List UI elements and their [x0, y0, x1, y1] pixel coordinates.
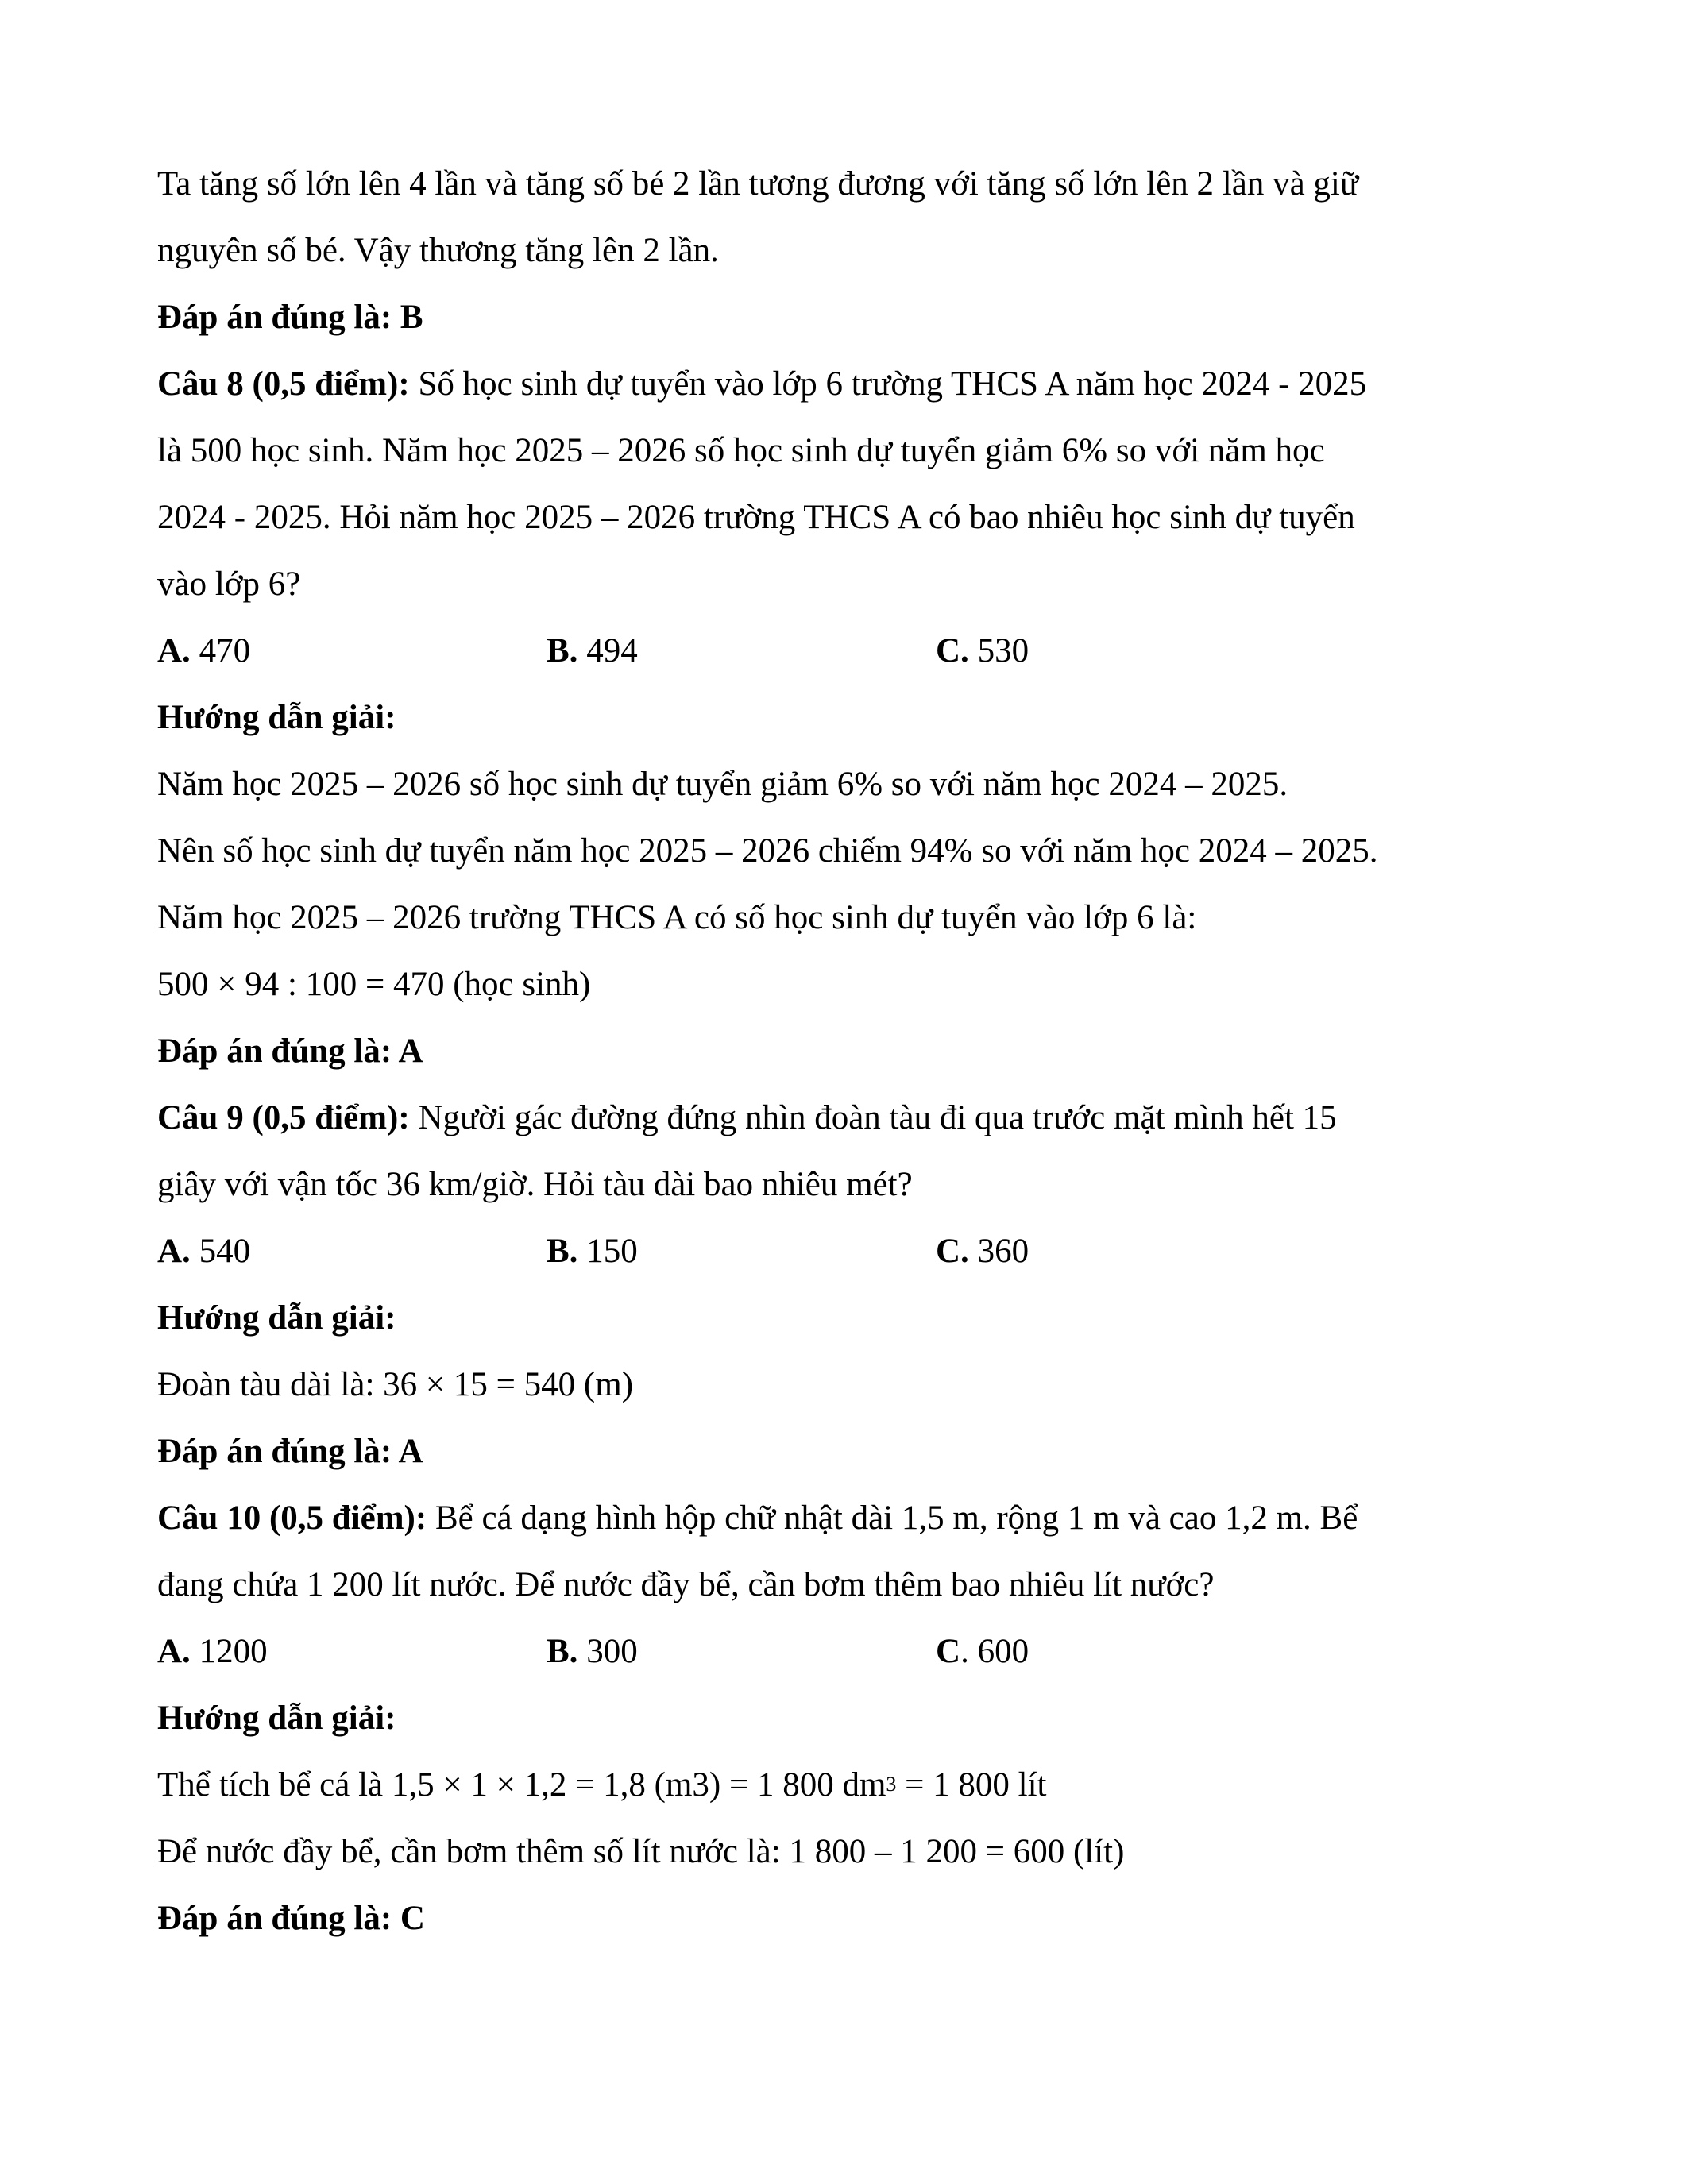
- option-c-value: 530: [968, 632, 1029, 669]
- question-10-guide: [157, 1685, 1555, 1752]
- question-10-label: Câu 10 (0,5 điểm):: [157, 1499, 427, 1537]
- question-8-guide: [157, 685, 1555, 751]
- option-a-key: A.: [157, 1633, 191, 1670]
- correct-answer: Đáp án đúng là: B: [157, 299, 423, 336]
- question-10-line-2: đang chứa 1 200 lít nước. Để nước đầy bể, cần bơm thêm bao nhiêu lít nước?: [157, 1566, 1215, 1603]
- question-10-solution-2: Để nước đầy bể, cần bơm thêm số lít nước là: 1 800 – 1 200 = 600 (lít): [157, 1833, 1125, 1870]
- intro-answer: [157, 284, 1555, 351]
- option-b-key: B.: [547, 632, 578, 669]
- question-8-solution-3: Năm học 2025 – 2026 trường THCS A có số học sinh dự tuyển vào lớp 6 là:: [157, 899, 1197, 936]
- correct-answer: Đáp án đúng là: C: [157, 1900, 425, 1937]
- question-8-solution-2: Nên số học sinh dự tuyển năm học 2025 – 2026 chiếm 94% so với năm học 2024 – 2025.: [157, 832, 1378, 870]
- question-10-line-1: [157, 1485, 1555, 1552]
- option-c-key: C.: [936, 632, 969, 669]
- correct-answer: Đáp án đúng là: A: [157, 1433, 423, 1470]
- option-c-key: C: [936, 1633, 961, 1670]
- question-8-options: [157, 618, 1555, 685]
- question-9-label: Câu 9 (0,5 điểm):: [157, 1099, 410, 1136]
- option-a-value: 540: [190, 1233, 251, 1270]
- option-a-value: 1200: [190, 1633, 268, 1670]
- question-9-line-1: [157, 1085, 1555, 1152]
- option-b: [547, 1619, 638, 1685]
- question-8-line-1: [157, 351, 1555, 418]
- option-b-key: B.: [547, 1233, 578, 1270]
- solution-text: = 1 800 lít: [896, 1766, 1047, 1804]
- option-a-value: 470: [190, 632, 251, 669]
- question-9-line-2: giây với vận tốc 36 km/giờ. Hỏi tàu dài bao nhiêu mét?: [157, 1166, 913, 1203]
- question-8-solution-4: 500 × 94 : 100 = 470 (học sinh): [157, 966, 591, 1003]
- question-8-label: Câu 8 (0,5 điểm):: [157, 365, 410, 403]
- superscript: 3: [886, 1773, 897, 1796]
- option-a: [157, 618, 250, 685]
- correct-answer: Đáp án đúng là: A: [157, 1032, 423, 1070]
- question-9-guide: [157, 1285, 1555, 1352]
- option-a-key: A.: [157, 632, 191, 669]
- option-c-key: C.: [936, 1233, 969, 1270]
- question-9-text: Người gác đường đứng nhìn đoàn tàu đi qua trước mặt mình hết 15: [409, 1099, 1337, 1136]
- intro-line-1: Ta tăng số lớn lên 4 lần và tăng số bé 2 lần tương đương với tăng số lớn lên 2 lần và giữ: [157, 165, 1359, 203]
- question-8-line-3: 2024 - 2025. Hỏi năm học 2025 – 2026 trường THCS A có bao nhiêu học sinh dự tuyển: [157, 499, 1355, 536]
- intro-line-2: nguyên số bé. Vậy thương tăng lên 2 lần.: [157, 232, 719, 269]
- guide-title: Hướng dẫn giải:: [157, 1700, 396, 1737]
- solution-text: Thể tích bể cá là 1,5 × 1 × 1,2 = 1,8 (m3) = 1 800 dm: [157, 1766, 886, 1804]
- question-9-options: [157, 1218, 1555, 1285]
- option-b-value: 150: [577, 1233, 638, 1270]
- option-c: [936, 1218, 1029, 1285]
- question-10-answer: [157, 1885, 1555, 1952]
- question-10-solution-1: [157, 1752, 1555, 1819]
- option-c-value: 360: [968, 1233, 1029, 1270]
- guide-title: Hướng dẫn giải:: [157, 1299, 396, 1337]
- guide-title: Hướng dẫn giải:: [157, 699, 396, 736]
- option-c-value: . 600: [960, 1633, 1029, 1670]
- option-b-value: 494: [577, 632, 638, 669]
- option-b-value: 300: [577, 1633, 638, 1670]
- option-a: [157, 1619, 268, 1685]
- option-c: [936, 1619, 1029, 1685]
- question-8-line-4: vào lớp 6?: [157, 565, 301, 603]
- option-b: [547, 1218, 638, 1285]
- option-a: [157, 1218, 250, 1285]
- question-8-line-2: là 500 học sinh. Năm học 2025 – 2026 số học sinh dự tuyển giảm 6% so với năm học: [157, 432, 1325, 469]
- document-page: [157, 151, 1555, 1952]
- question-8-text: Số học sinh dự tuyển vào lớp 6 trường THCS A năm học 2024 - 2025: [409, 365, 1367, 403]
- question-8-solution-1: Năm học 2025 – 2026 số học sinh dự tuyển giảm 6% so với năm học 2024 – 2025.: [157, 766, 1288, 803]
- option-b: [547, 618, 638, 685]
- question-9-answer: [157, 1418, 1555, 1485]
- option-c: [936, 618, 1029, 685]
- question-10-options: [157, 1619, 1555, 1685]
- option-b-key: B.: [547, 1633, 578, 1670]
- question-9-solution-1: Đoàn tàu dài là: 36 × 15 = 540 (m): [157, 1366, 634, 1403]
- question-10-text: Bể cá dạng hình hộp chữ nhật dài 1,5 m, rộng 1 m và cao 1,2 m. Bể: [427, 1499, 1358, 1537]
- option-a-key: A.: [157, 1233, 191, 1270]
- question-8-answer: [157, 1018, 1555, 1085]
